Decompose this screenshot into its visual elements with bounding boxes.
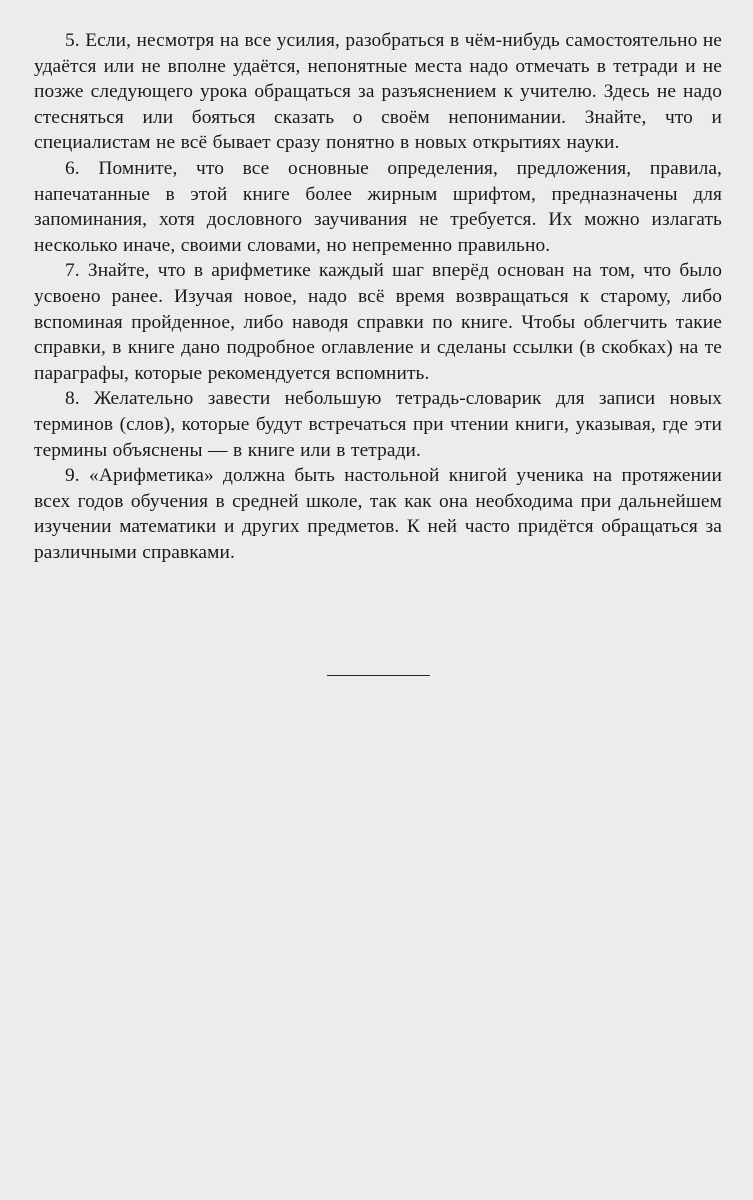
paragraph-9: 9. «Арифметика» должна быть настольной книгой ученика на протяжении всех годов обучения в средней школе, так как она необходима при дальнейшем изучении математики и других предметов. К ней часто придётся обращаться за различными справками.: [34, 465, 722, 563]
paragraph-5: 5. Если, несмотря на все усилия, разобраться в чём-нибудь самостоятельно не удаётся или не вполне удаётся, непонятные места надо отмечать в тетради и не позже следующего урока обращаться за разъяснением к учителю. Здесь не надо стесняться или бояться сказать о своём непонимании. Знайте, что и специалистам не всё бывает сразу понятно в новых открытиях науки.: [34, 30, 722, 154]
paragraph-6: 6. Помните, что все основные определения, предложения, правила, напечатанные в этой книге более жирным шрифтом, предназначены для запоминания, хотя дословного заучивания не требуется. Их можно излагать несколько иначе, своими словами, но непременно правильно.: [34, 157, 722, 256]
document-page: [34, 28, 722, 565]
paragraph-8: 8. Желательно завести небольшую тетрадь-словарик для записи новых терминов (слов), которые будут встречаться при чтении книги, указывая, где эти термины объяснены — в книге или в тетради.: [34, 388, 722, 461]
paragraph-7: 7. Знайте, что в арифметике каждый шаг вперёд основан на том, что было усвоено ранее. Изучая новое, надо всё время возвращаться к старому, либо вспоминая пройденное, либо наводя справки по книге. Чтобы облегчить такие справки, в книге дано подробное оглавление и сделаны ссылки (в скобках) на те параграфы, которые рекомендуется вспомнить.: [34, 260, 722, 384]
section-divider: [327, 675, 430, 676]
